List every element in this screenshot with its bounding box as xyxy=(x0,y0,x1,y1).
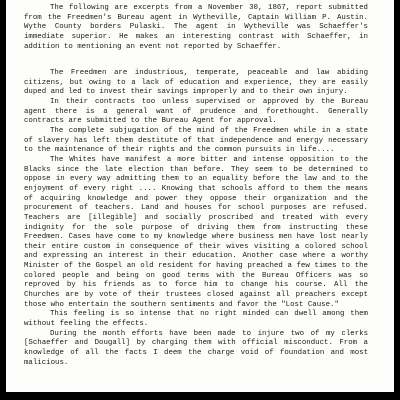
paragraph-contracts: In their contracts too unless supervised or approved by the Bureau agent there is a general want of prudence and forethought. Generally contracts are submitted to the Bureau Agent for approval. xyxy=(24,97,368,126)
paragraph-freedmen-character: The Freedmen are industrious, temperate, peaceable and law abiding citizens, but owing to a lack of education and experience, they are easily duped and led to invest their savings improperly and to their own injury. xyxy=(24,69,368,97)
paragraph-white-opposition: The Whites have manifest a more bitter and intense opposition to the Blacks since the late election than before. They seem to be determined to oppose in every way admitting them to an equality before the law and to the enjoyment of every right .... Knowing that schools afford to them the means of acquiring knowledge and power they oppose their organization and the procurement of teachers. Land and houses for school purposes are refused. Teachers are [illegible] and socially proscribed and treated with every indignity for the sole purpose of driving them from instructing these Freedmen. Cases have come to my knowledge where business men have lost nearly their entire custom in consequence of their wives visiting a colored school and expressing an interest in their education. Another case where a worthy Minister of the Gospel an old resident for having preached a few times to the colored people and being on good terms with the Bureau Officers was so reproved by his friends as to force him to change his course. All the Churches are by vote of their trustees closed against all preachers except those who entertain the southern sentiments and favor the "Lost Cause." xyxy=(24,155,368,309)
paragraph-feeling-intense: This feeling is so intense that no right minded can dwell among them without feeling the effects. xyxy=(24,310,368,329)
document-page xyxy=(6,0,394,392)
report-excerpt xyxy=(24,69,368,368)
introduction-block xyxy=(24,4,368,52)
intro-paragraph: The following are excerpts from a November 30, 1867, report submitted from the Freedmen's Bureau agent in Wytheville, Captain William P. Austin. Wythe County borders Pulaski. The agent in Wytheville was Schaeffer's immediate superior. He makes an interesting contrast with Schaeffer, in addition to mentioning an event not reported by Schaeffer. xyxy=(24,4,368,51)
paragraph-subjugation: The complete subjugation of the mind of the Freedmen while in a state of slavery has left them destitute of that independence and energy necessary to the maintenance of their rights and the common pursuits in life.... xyxy=(24,126,368,155)
paragraph-clerks: During the month efforts have been made to injure two of my clerks [Schaeffer and Dougall] by charging them with official misconduct. From a knowledge of all the facts I deem the charge void of foundation and most malicious. xyxy=(24,329,368,367)
